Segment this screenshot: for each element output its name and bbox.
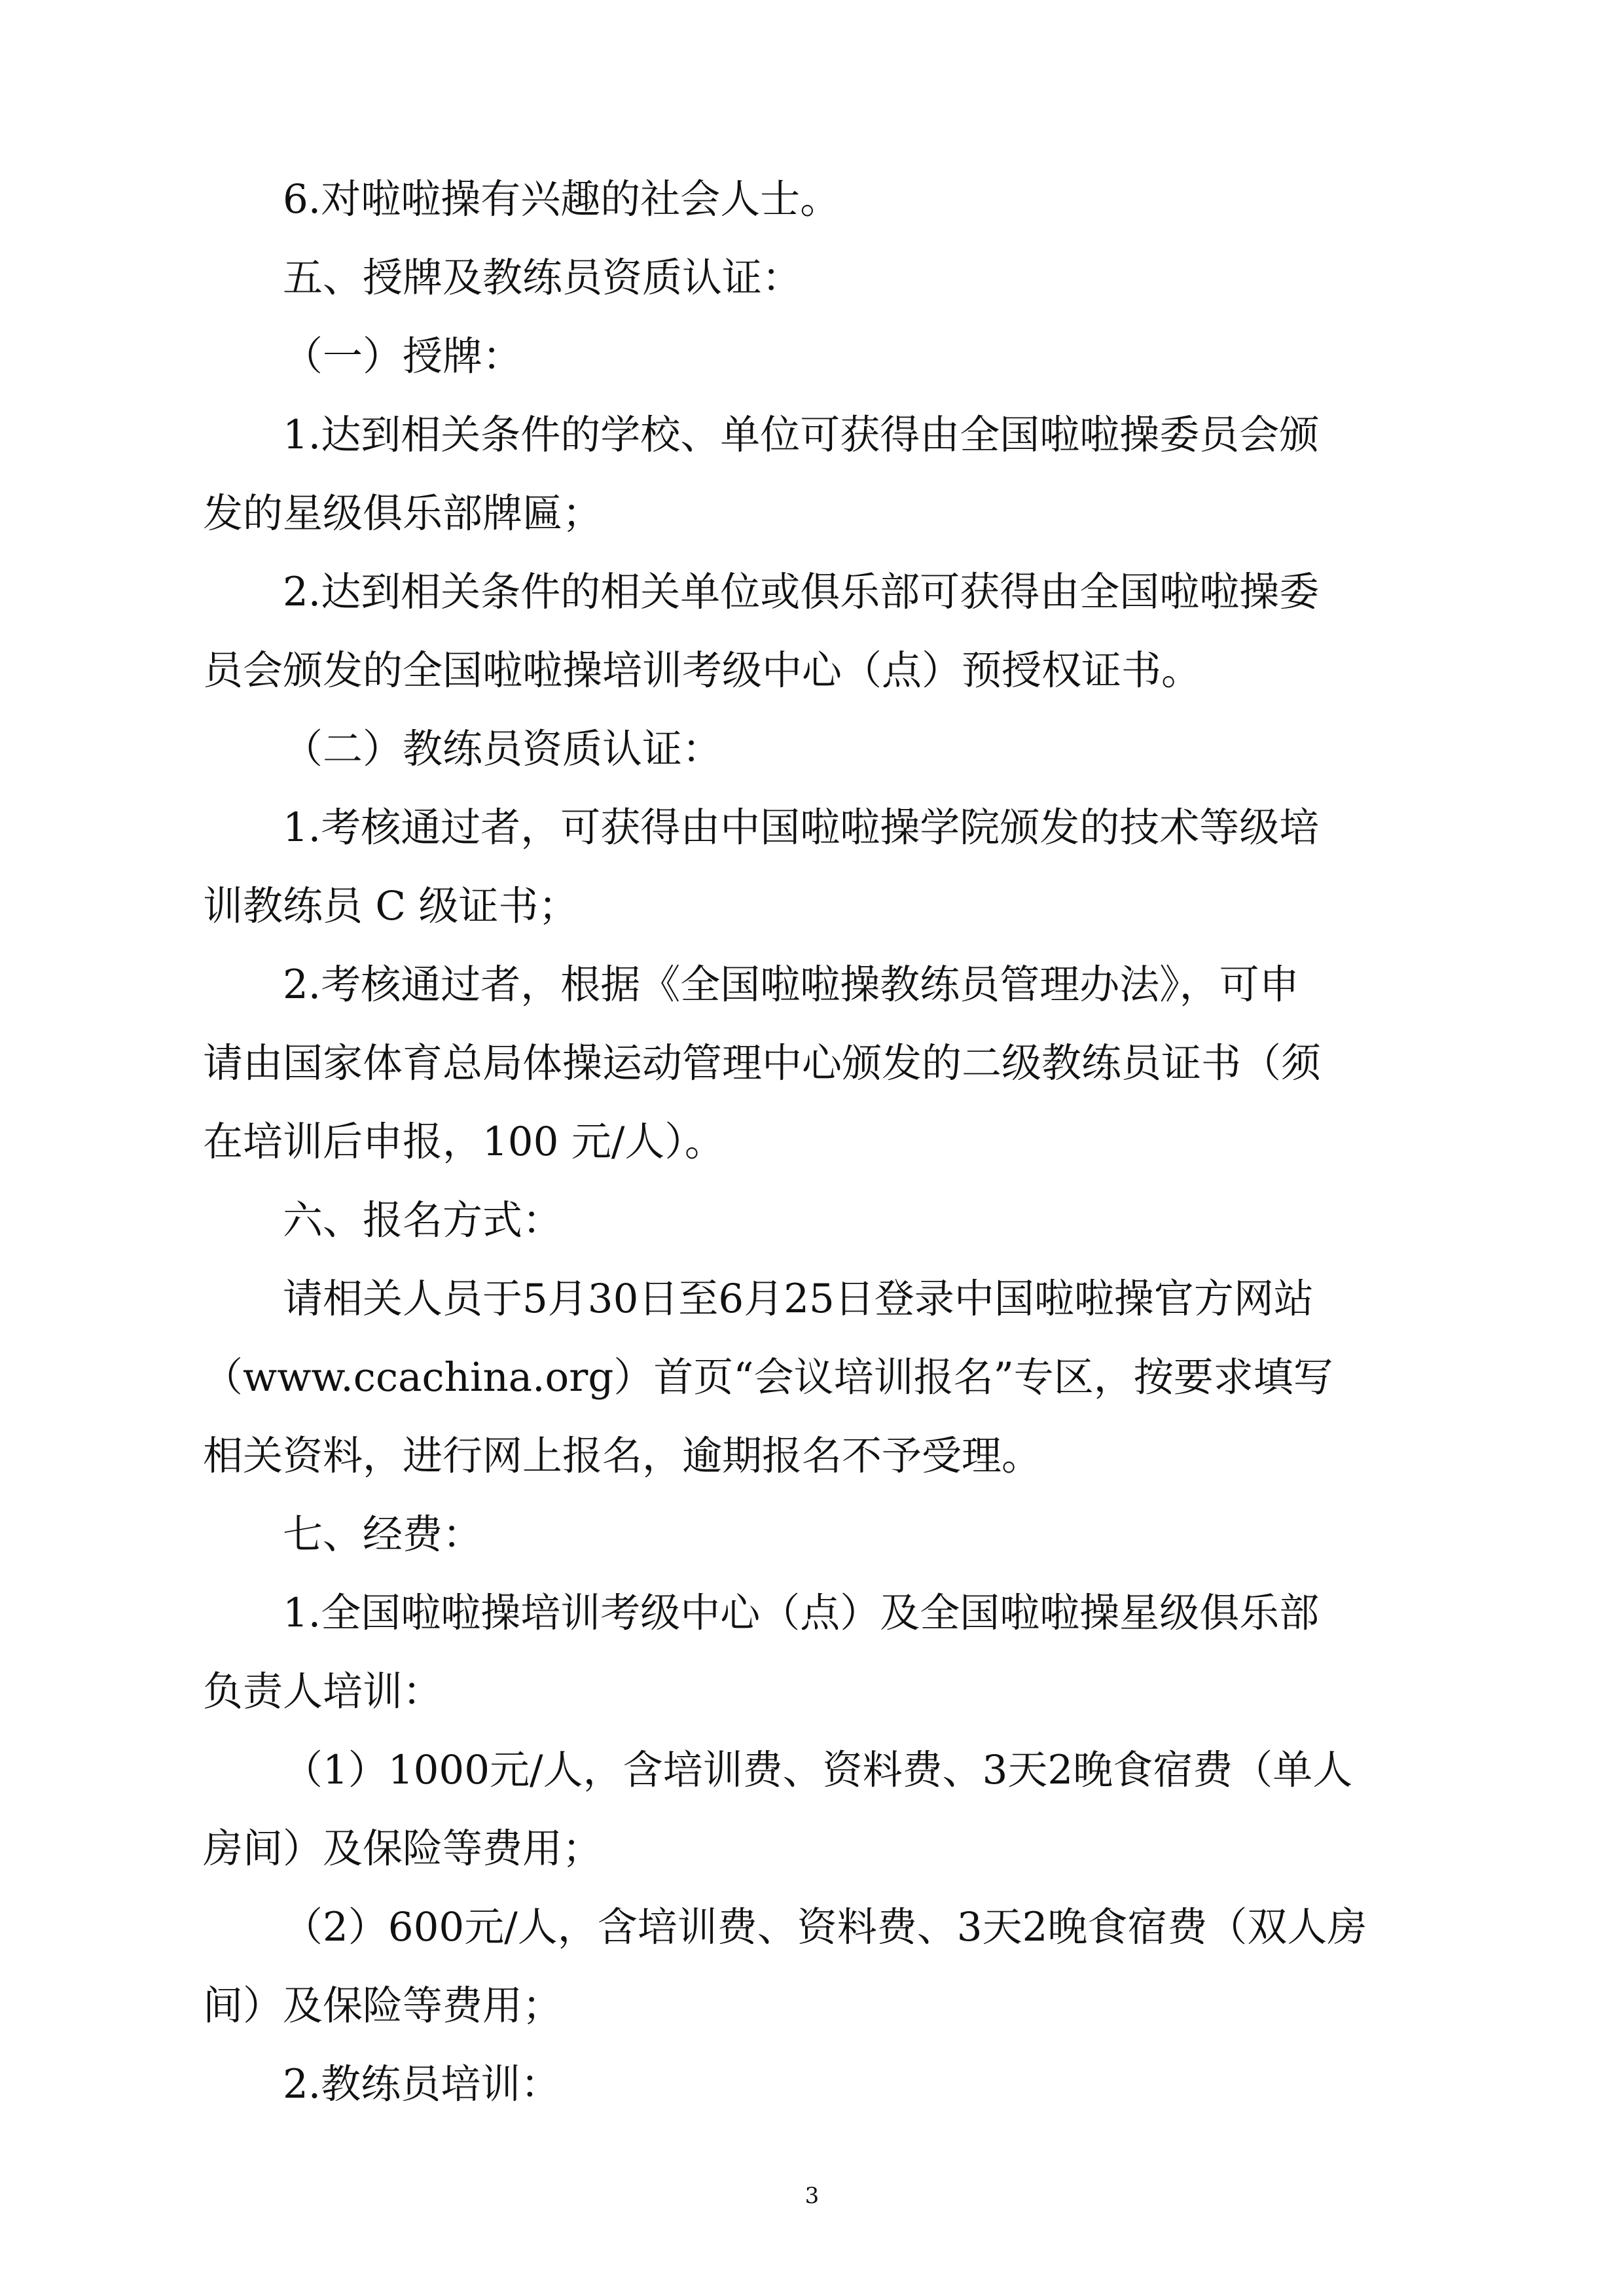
subsection-heading: （一）授牌：	[283, 333, 523, 380]
paragraph-line: 员会颁发的全国啦啦操培训考级中心（点）预授权证书。	[203, 647, 1202, 694]
paragraph-line: 2.考核通过者，根据《全国啦啦操教练员管理办法》，可申	[283, 961, 1299, 1008]
section-heading-6: 六、报名方式：	[283, 1197, 563, 1244]
paragraph-line: 房间）及保险等费用；	[203, 1825, 603, 1872]
paragraph-line: （2）600元/人，含培训费、资料费、3天2晚食宿费（双人房	[283, 1904, 1367, 1950]
paragraph-line: （www.ccachina.org）首页“会议培训报名”专区，按要求填写	[203, 1354, 1333, 1401]
paragraph-line: 2.达到相关条件的相关单位或俱乐部可获得由全国啦啦操委	[283, 569, 1320, 615]
paragraph-line: 发的星级俱乐部牌匾；	[203, 490, 603, 537]
paragraph-line: 相关资料，进行网上报名，逾期报名不予受理。	[203, 1433, 1042, 1479]
section-heading-7: 七、经费：	[283, 1511, 483, 1558]
page-number: 3	[804, 2183, 820, 2209]
section-heading-5: 五、授牌及教练员资质认证：	[283, 255, 803, 301]
paragraph-line: 2.教练员培训：	[283, 2061, 561, 2108]
paragraph-line: 负责人培训：	[203, 1668, 443, 1715]
paragraph-line: 6.对啦啦操有兴趣的社会人士。	[283, 176, 840, 223]
paragraph-line: 1.全国啦啦操培训考级中心（点）及全国啦啦操星级俱乐部	[283, 1590, 1320, 1636]
paragraph-line: 1.达到相关条件的学校、单位可获得由全国啦啦操委员会颁	[283, 412, 1320, 458]
paragraph-line: 请由国家体育总局体操运动管理中心颁发的二级教练员证书（须	[203, 1040, 1322, 1086]
paragraph-line: （1）1000元/人，含培训费、资料费、3天2晚食宿费（单人	[283, 1747, 1353, 1793]
subsection-heading: （二）教练员资质认证：	[283, 726, 723, 772]
paragraph-line: 间）及保险等费用；	[203, 1982, 563, 2029]
paragraph-line: 在培训后申报，100 元/人）。	[203, 1119, 725, 1165]
paragraph-line: 请相关人员于5月30日至6月25日登录中国啦啦操官方网站	[283, 1276, 1314, 1322]
paragraph-line: 训教练员 C 级证书；	[203, 883, 579, 929]
paragraph-line: 1.考核通过者，可获得由中国啦啦操学院颁发的技术等级培	[283, 804, 1320, 851]
